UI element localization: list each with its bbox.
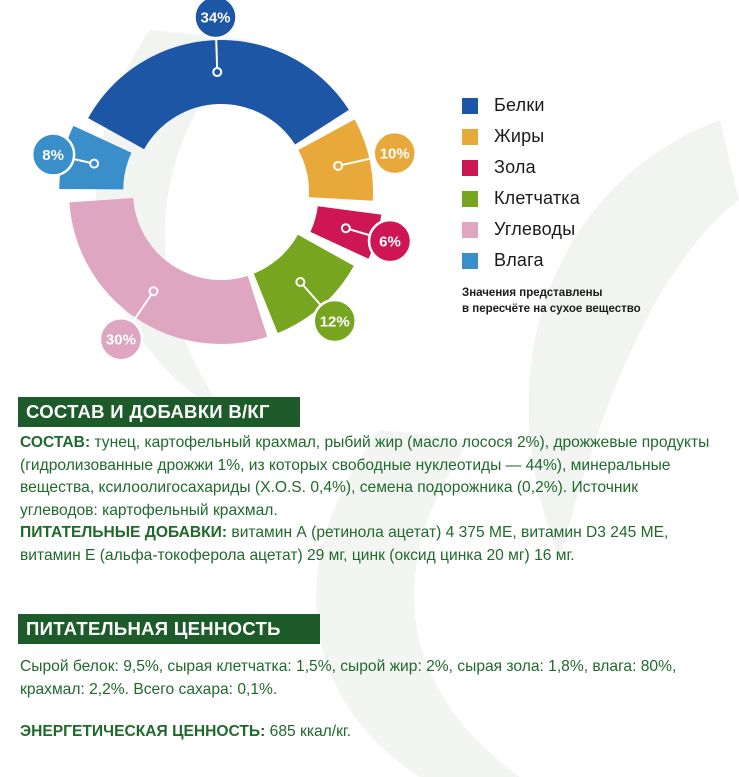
nutrition-text: Сырой белок: 9,5%, сырая клетчатка: 1,5%, сырой жир: 2%, сырая зола: 1,8%, влага: 80%, крахмал: 2,2%. Всего сахара: 0,1%.	[20, 658, 677, 698]
additives-label: ПИТАТЕЛЬНЫЕ ДОБАВКИ:	[20, 524, 228, 541]
slice-pin	[342, 224, 350, 232]
legend-item-fat	[462, 121, 580, 152]
legend-label: Углеводы	[494, 219, 576, 239]
legend-item-fiber	[462, 183, 580, 214]
legend-swatch	[462, 253, 478, 269]
legend-swatch	[462, 129, 478, 145]
legend-label: Жиры	[494, 126, 545, 146]
legend-item-protein	[462, 90, 580, 121]
section-title-composition	[18, 397, 300, 427]
section-title-nutrition	[18, 614, 320, 644]
value-label-protein: 34%	[200, 9, 231, 27]
value-label-ash: 6%	[379, 233, 401, 251]
legend-swatch	[462, 160, 478, 176]
value-label-carbs: 30%	[105, 331, 136, 349]
slice-pin	[213, 68, 221, 76]
section-title-text: СОСТАВ И ДОБАВКИ В/КГ	[26, 401, 270, 422]
legend-note-line: в пересчёте на сухое вещество	[462, 303, 641, 315]
legend-note-line: Значения представлены	[462, 287, 603, 299]
nutrition-paragraph	[20, 656, 720, 701]
legend-swatch	[462, 191, 478, 207]
legend-item-moisture	[462, 245, 580, 276]
slice-pin	[296, 278, 304, 286]
legend-item-carbs	[462, 214, 580, 245]
value-label-fiber: 12%	[319, 313, 350, 331]
value-label-moisture: 8%	[42, 146, 64, 164]
energy-label: ЭНЕРГЕТИЧЕСКАЯ ЦЕННОСТЬ:	[20, 723, 266, 740]
donut-slice-protein	[88, 40, 349, 149]
legend-item-ash	[462, 152, 580, 183]
donut-chart	[0, 0, 440, 380]
legend-label: Зола	[494, 157, 536, 177]
legend-swatch	[462, 98, 478, 114]
slice-pin	[150, 287, 158, 295]
energy-paragraph	[20, 721, 720, 744]
legend-label: Клетчатка	[494, 188, 580, 208]
donut-slice-carbs	[69, 198, 267, 344]
slice-pin	[90, 160, 98, 168]
slice-pin	[334, 162, 342, 170]
legend-swatch	[462, 222, 478, 238]
energy-text: 685 ккал/кг.	[265, 723, 352, 740]
composition-text: тунец, картофельный крахмал, рыбий жир (масло лосося 2%), дрожжевые продукты (гидролизованные дрожжи 1%, из которых свободные нуклеотиды — 44%), минеральные вещества, ксилоолигосахариды (X.O.S. 0,4%), семена подорожника (0,2%). Источник углеводов: картофельный крахмал.	[20, 434, 710, 519]
additives-text: витамин А (ретинола ацетат) 4 375 МЕ, витамин D3 245 МЕ, витамин Е (альфа-токоферола ацетат) 29 мг, цинк (оксид цинка 20 мг) 16 мг.	[20, 524, 669, 564]
composition-chart	[0, 0, 739, 380]
legend-label: Влага	[494, 250, 544, 270]
value-label-fat: 10%	[379, 145, 410, 163]
composition-label: СОСТАВ:	[20, 434, 91, 451]
composition-paragraph	[20, 432, 720, 567]
section-title-text: ПИТАТЕЛЬНАЯ ЦЕННОСТЬ	[26, 618, 281, 639]
legend-note	[462, 285, 722, 317]
chart-legend	[462, 90, 580, 276]
legend-label: Белки	[494, 95, 545, 115]
